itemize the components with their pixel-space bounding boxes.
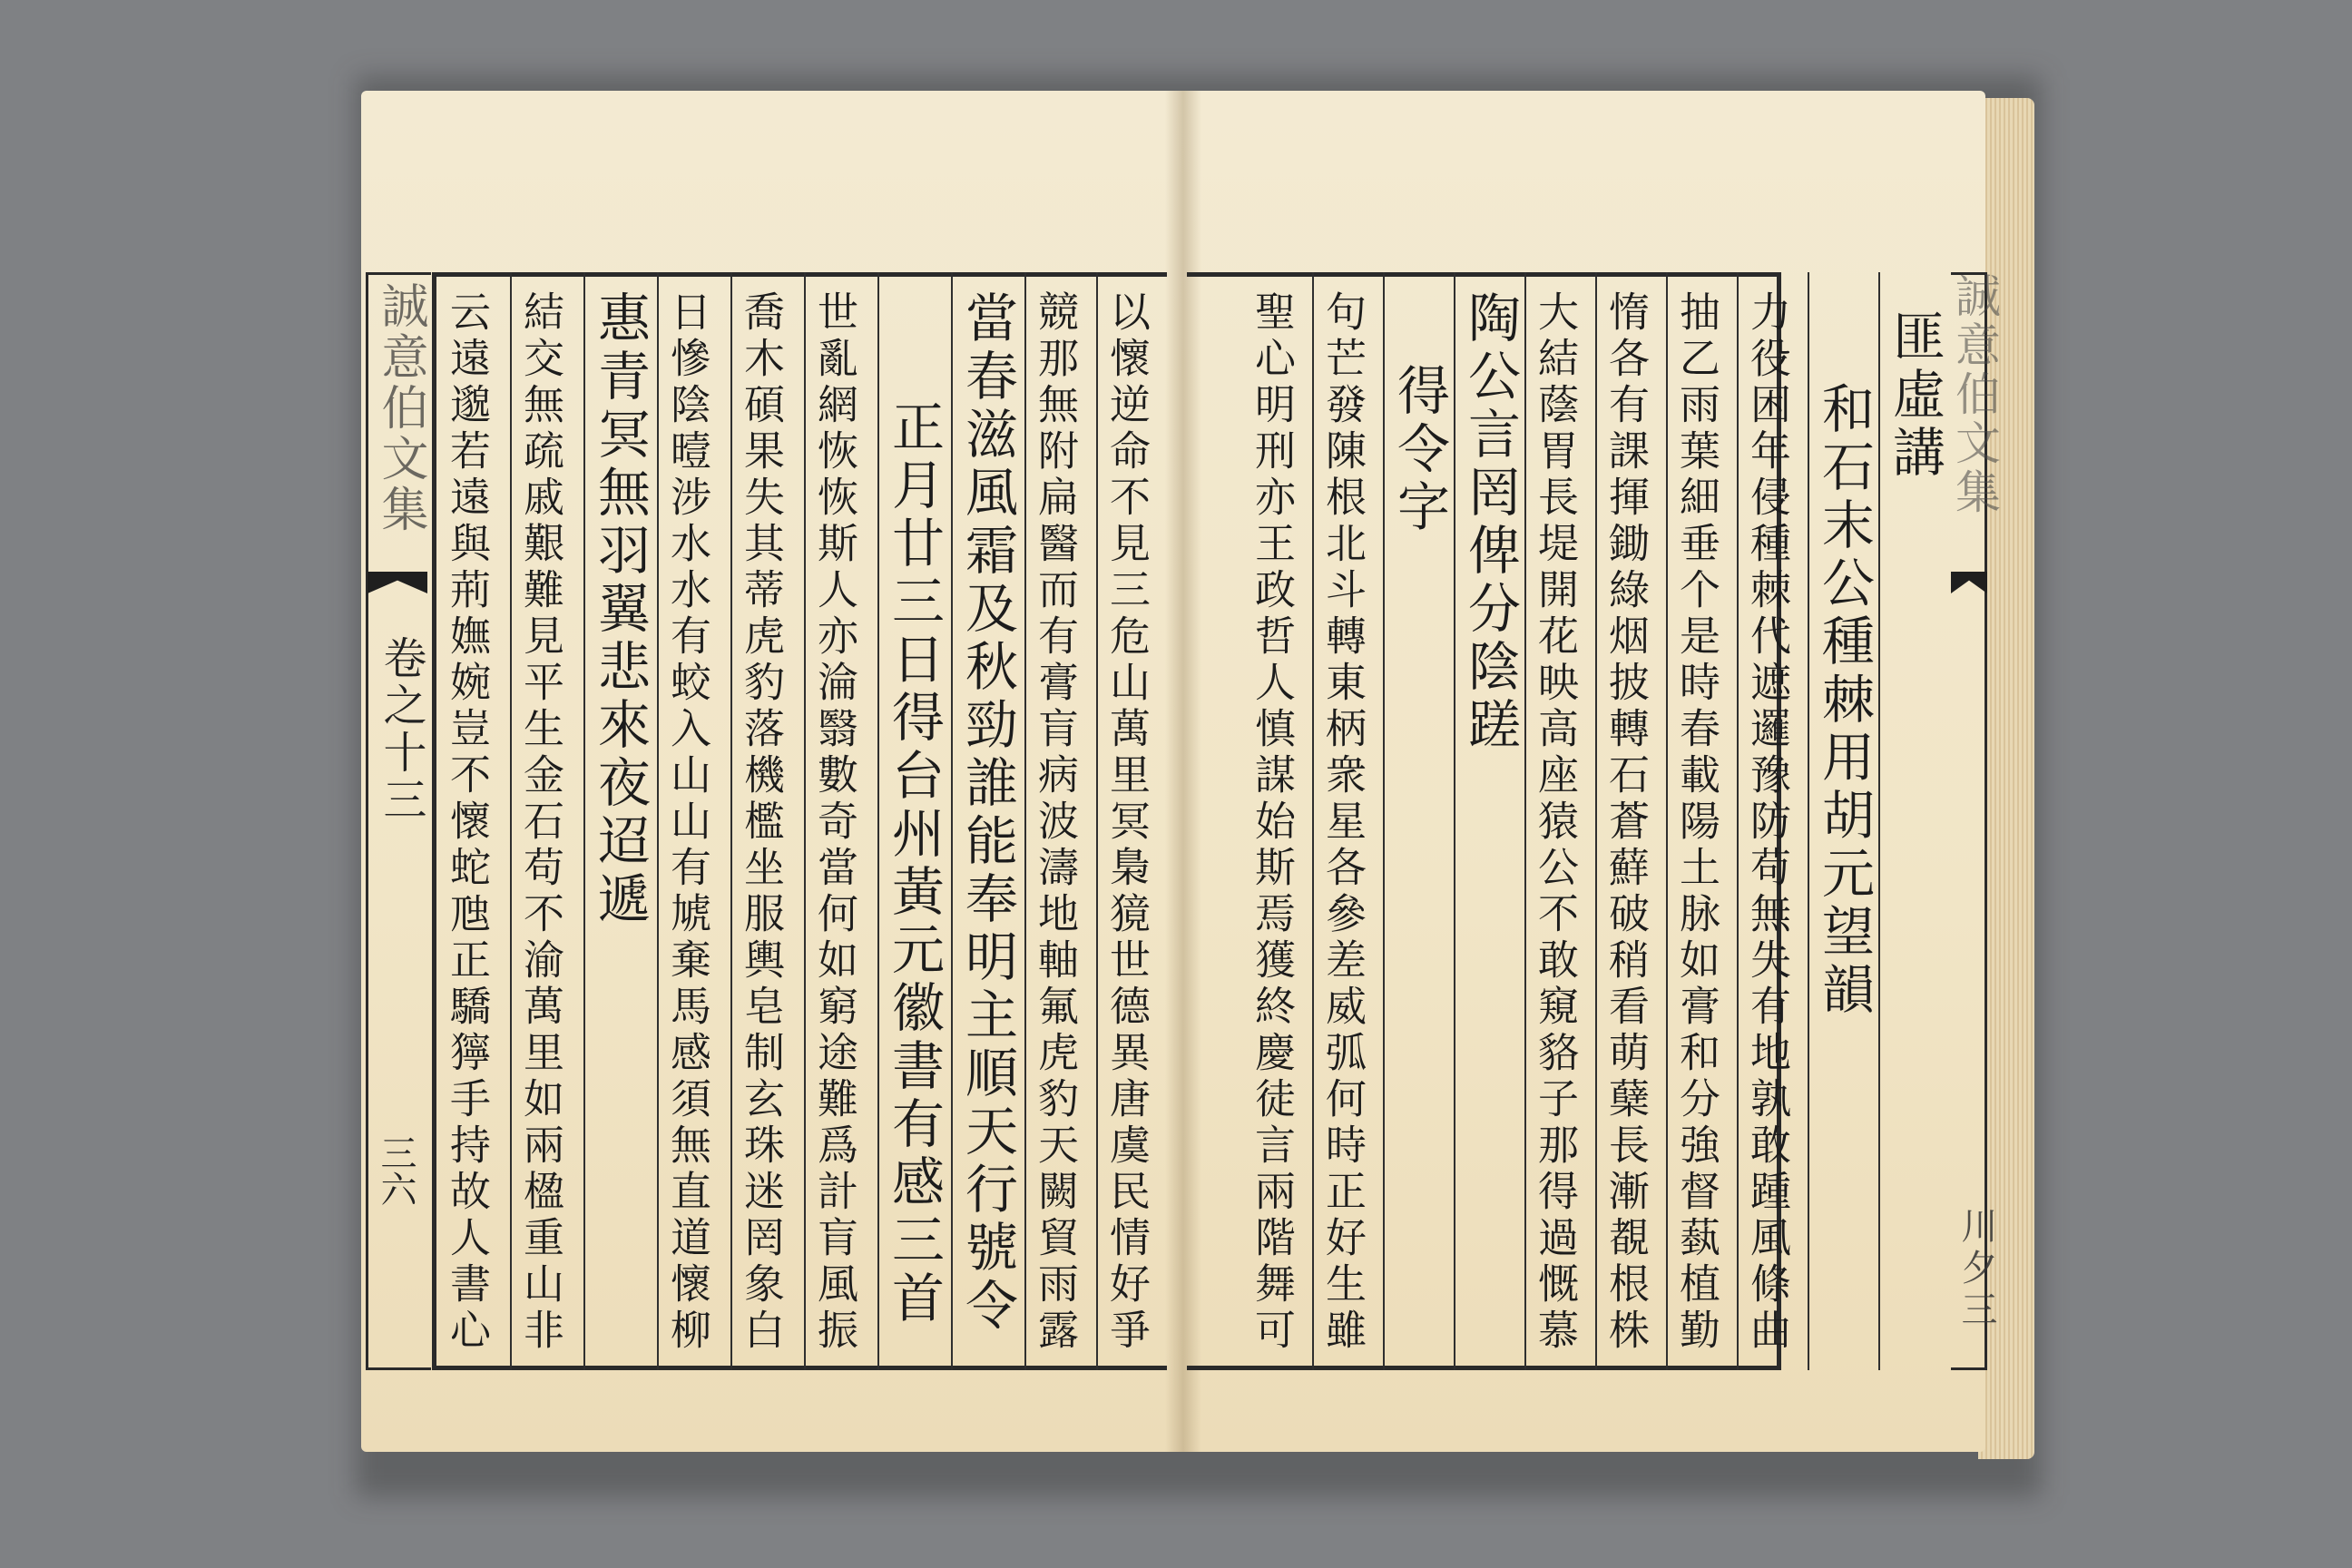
left-column-rule — [804, 272, 806, 1370]
left-column-7: 日慘陰曀涉水水有蛟入山山有虓棄馬感須無直道懷柳 — [663, 290, 711, 1355]
right-column-rule — [1383, 272, 1385, 1370]
left-column-rule — [877, 272, 879, 1370]
volume-label: 卷之十三 — [376, 635, 426, 824]
left-column-rule — [951, 272, 953, 1370]
right-book-title: 誠意伯文集 — [1948, 272, 2001, 517]
right-column-rule — [1524, 272, 1526, 1370]
right-column-7: 陶公言罔俾分陰蹉 — [1459, 290, 1521, 755]
right-column-4: 抽乙雨葉細垂个是時春載陽土脉如膏和分強督蓺植勤 — [1672, 290, 1720, 1355]
left-column-8: 惠青冥無羽翼悲來夜迢遞 — [589, 290, 651, 929]
right-column-rule — [1878, 272, 1880, 1370]
right-column-9: 句芒發陳根北斗轉東柄衆星各參差威弧何時正好生雖 — [1318, 290, 1367, 1355]
right-column-rule — [1808, 272, 1809, 1370]
right-column-5: 惰各有課揮鋤綠烟披轉石蒼蘚破稍看萌蘖長漸覩根株 — [1602, 290, 1650, 1355]
left-column-6: 喬木碩果失其蒂虎豹落機檻坐服輿皂制玄珠迷罔象白 — [737, 290, 785, 1355]
right-column-rule — [1312, 272, 1314, 1370]
left-column-2: 競那無附扁醫而有膏肓病波濤地軸氟虎豹天闕貿雨露 — [1031, 290, 1079, 1355]
left-column-rule — [1024, 272, 1026, 1370]
right-column-8: 得令字 — [1388, 363, 1450, 537]
right-column-rule — [1666, 272, 1668, 1370]
left-column-1: 以懷逆命不見三危山萬里冥梟獍世德異唐虞民情好爭 — [1102, 290, 1151, 1355]
left-column-rule — [583, 272, 585, 1370]
left-column-rule — [657, 272, 659, 1370]
left-column-3: 當春滋風霜及秋勁誰能奉明主順天行號令 — [956, 290, 1018, 1336]
left-column-9: 結交無疏戚艱難見平生金石苟不渝萬里如兩楹重山非 — [516, 290, 564, 1355]
left-column-rule — [1096, 272, 1098, 1370]
left-column-10: 云遠邈若遠與荊嫵婉豈不懷蛇虺正驕獰手持故人書心 — [443, 290, 491, 1355]
right-column-2: 和石末公種棘用胡元望韻 — [1813, 381, 1875, 1020]
right-column-3: 力役困年侵種棘代遮邏豫防苟無失有地孰敢踵風條曲 — [1743, 290, 1791, 1355]
left-column-4: 正月廿三日得台州黃元徽書有感三首 — [883, 399, 945, 1328]
handwritten-note: 川夕三 — [1955, 1207, 1997, 1332]
page-number: 三六 — [375, 1134, 416, 1207]
right-column-rule — [1454, 272, 1455, 1370]
right-column-10: 聖心明刑亦王政哲人慎謀始斯焉獲終慶徒言兩階舞可 — [1248, 290, 1296, 1355]
right-column-rule — [1737, 272, 1739, 1370]
left-column-rule — [510, 272, 512, 1370]
right-column-rule — [1595, 272, 1597, 1370]
left-book-title: 誠意伯文集 — [373, 281, 427, 535]
right-column-6: 大結蔭胃長堤開花映高座猿公不敢窺貉子那得過慨慕 — [1531, 290, 1579, 1355]
left-column-5: 世亂網恢恢斯人亦淪翳數奇當何如窮途難爲計肓風振 — [810, 290, 858, 1355]
right-column-1: 匪虛講 — [1884, 309, 1945, 483]
left-column-rule — [730, 272, 732, 1370]
